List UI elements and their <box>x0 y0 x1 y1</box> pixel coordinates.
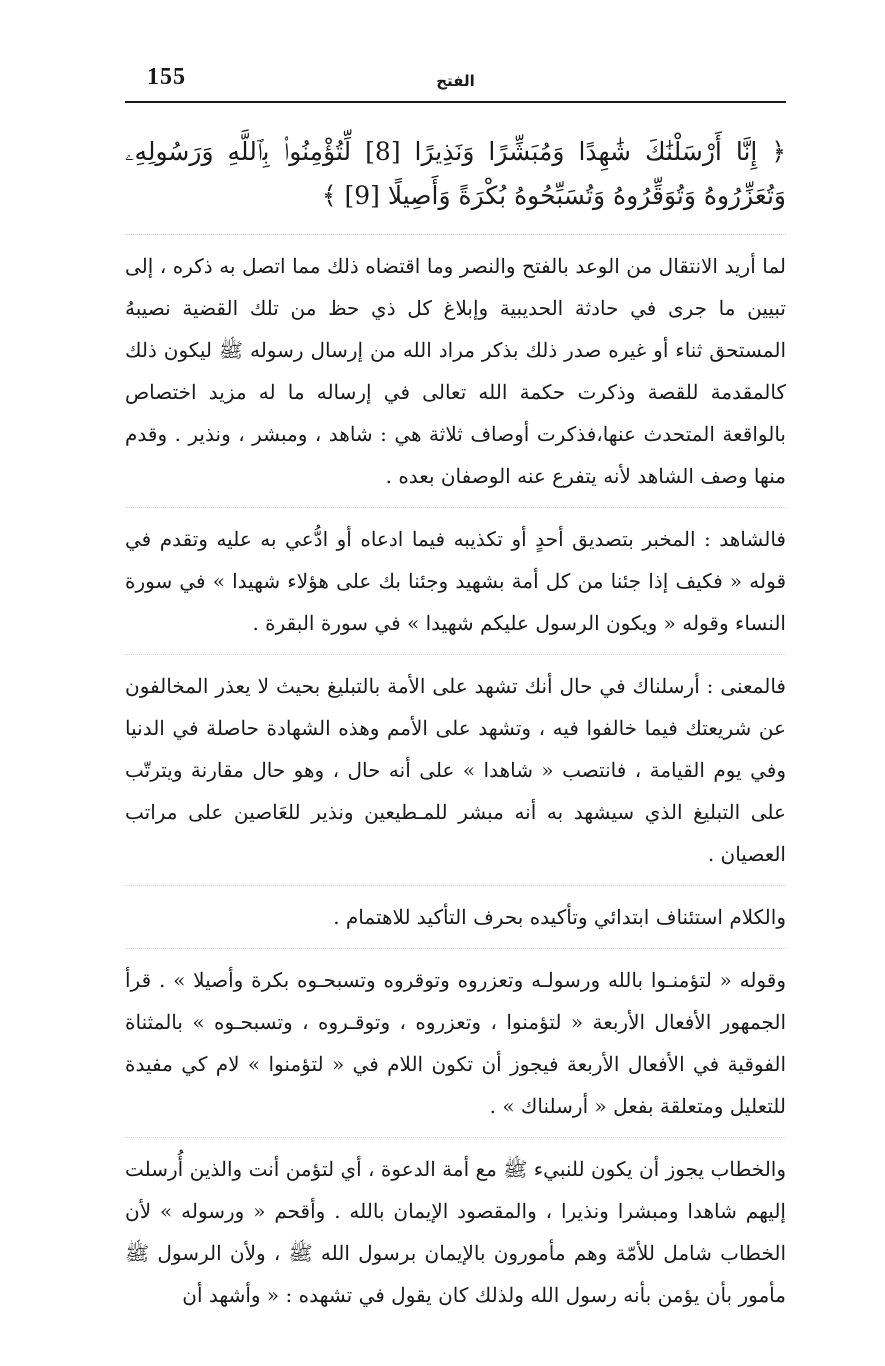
divider <box>125 885 786 886</box>
divider <box>125 654 786 655</box>
divider <box>125 948 786 949</box>
paragraph-shahid: فالشاهد : المخبر بتصديق أحدٍ أو تكذيبه فيما ادعاه أو ادُّعي به عليه وتقدم في قوله « فكيف إذا جئنا من كل أمة بشهيد وجئنا بك على هؤلاء شهيدا » في سورة النساء وقوله « ويكون الرسول عليكم شهيدا » في سورة البقرة . <box>125 527 786 635</box>
divider <box>125 234 786 235</box>
page-body <box>125 130 786 1316</box>
paragraph-meaning: فالمعنى : أرسلناك في حال أنك تشهد على الأمة بالتبليغ بحيث لا يعذر المخالفون عن شريعتك فيما خالفوا فيه ، وتشهد على الأمم وهذه الشهادة حاصلة في الدنيا وفي يوم القيامة ، فانتصب « شاهدا » على أنه حال ، وهو حال مقارنة ويترتّب على التبليغ الذي سيشهد به أنه مبشر للمـطيعين ونذير للعَاصين على مراتب العصيان . <box>125 674 786 866</box>
header-rule <box>125 101 786 103</box>
quran-verse: ﴿ إِنَّا أَرْسَلْنَٰكَ شَٰهِدًا وَمُبَشِّرًا وَنَذِيرًا [8] لِّتُؤْمِنُوا۟ بِٱللَّهِ وَرَسُولِهِۦ وَتُعَزِّرُوهُ وَتُوَقِّرُوهُ وَتُسَبِّحُوهُ بُكْرَةً وَأَصِيلًا [9] ﴾ <box>125 137 786 210</box>
page-number: 155 <box>147 64 186 90</box>
paragraph-istinaf: والكلام استئناف ابتدائي وتأكيده بحرف التأكيد للاهتمام . <box>333 905 786 929</box>
divider <box>125 507 786 508</box>
paragraph-khitab: والخطاب يجوز أن يكون للنبيء ﷺ مع أمة الدعوة ، أي لتؤمن أنت والذين أُرسلت إليهم شاهدا ومبشرا ونذيرا ، والمقصود الإيمان بالله . وأقحم « ورسوله » لأن الخطاب شامل للأمّة وهم مأمورون بالإيمان برسول الله ﷺ ، ولأن الرسول ﷺ مأمور بأن يؤمن بأنه رسول الله ولذلك كان يقول في تشهده : « وأشهد أن <box>125 1157 786 1307</box>
paragraph-qiraat: وقوله « لتؤمنـوا بالله ورسولـه وتعزروه وتوقروه وتسبحـوه بكرة وأصيلا » . قرأ الجمهور الأفعال الأربعة « لتؤمنوا ، وتعزروه ، وتوقـروه ، وتسبحـوه » بالمثناة الفوقية في الأفعال الأربعة فيجوز أن تكون اللام في « لتؤمنوا » لام كي مفيدة للتعليل ومتعلقة بفعل « أرسلناك » . <box>125 968 786 1118</box>
page-header <box>125 58 786 100</box>
divider <box>125 1137 786 1138</box>
running-title: الفتح <box>436 72 475 90</box>
paragraph-intro: لما أريد الانتقال من الوعد بالفتح والنصر وما اقتضاه ذلك مما اتصل به ذكره ، إلى تبيين ما جرى في حادثة الحديبية وإبلاغ كل ذي حظ من تلك القضية نصيبهُ المستحق ثناء أو غيره صدر ذلك بذكر مراد الله من إرسال رسوله ﷺ ليكون ذلك كالمقدمة للقصة وذكرت حكمة الله تعالى في إرساله ما له مزيد اختصاص بالواقعة المتحدث عنها،فذكرت أوصاف ثلاثة هي : شاهد ، ومبشر ، ونذير . وقدم منها وصف الشاهد لأنه يتفرع عنه الوصفان بعده . <box>125 254 786 488</box>
